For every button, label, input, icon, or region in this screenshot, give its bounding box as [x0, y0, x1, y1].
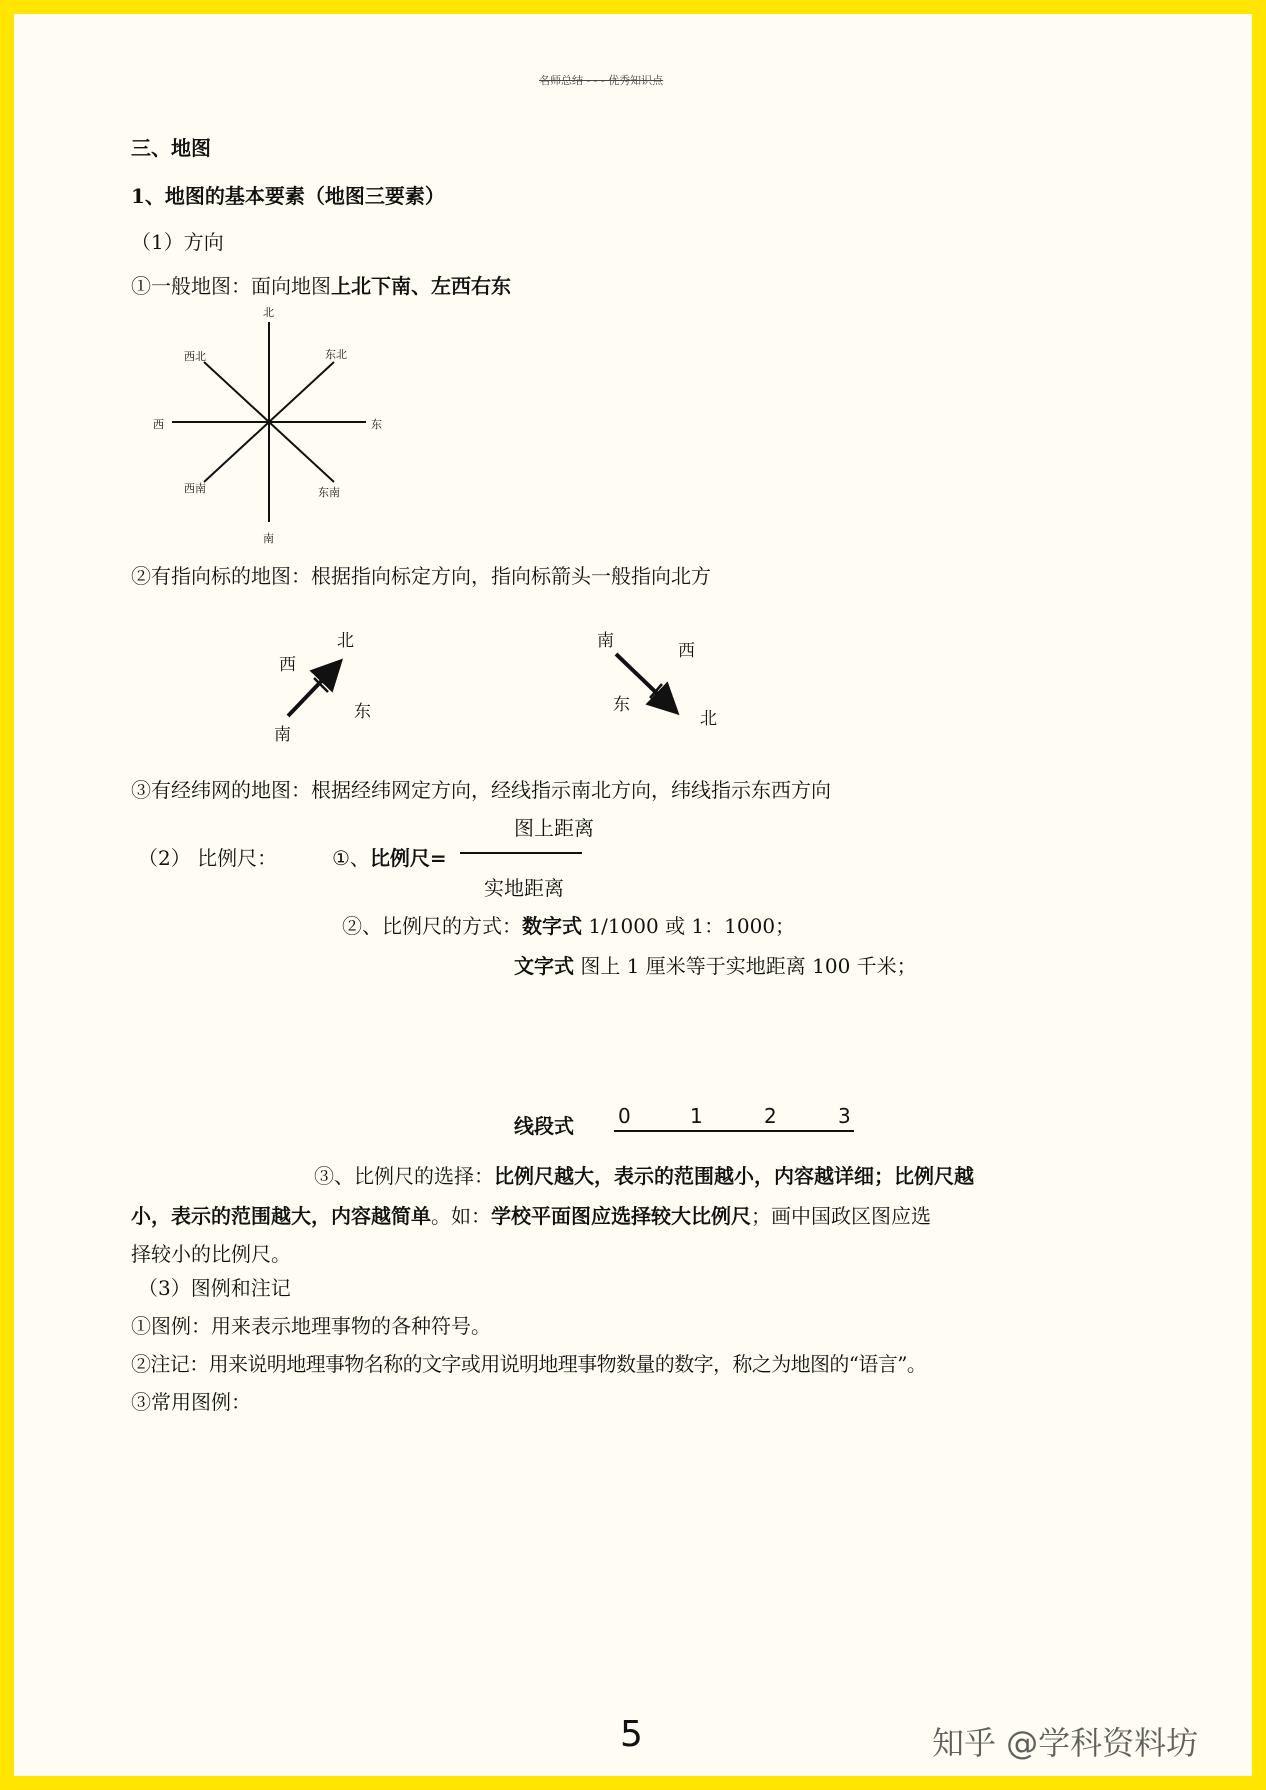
arrow-2-north-label: 北	[700, 709, 717, 729]
scale-choice-bold-2: 小，表示的范围越大，内容越简单	[131, 1204, 431, 1228]
scale-line	[614, 1130, 854, 1132]
scale-choice-prefix: ③、比例尺的选择：	[314, 1164, 494, 1188]
direction-item-1-bold: 上北下南、左西右东	[331, 274, 511, 298]
legend-item-1: ①图例：用来表示地理事物的各种符号。	[131, 1314, 491, 1338]
north-arrow-1-shaft	[288, 670, 332, 716]
scale-choice-mid: 。如：	[431, 1204, 491, 1228]
arrow-1-north-label: 北	[337, 631, 354, 651]
direction-heading: （1）方向	[131, 230, 224, 254]
document-page	[14, 14, 1252, 1776]
scale-tick-0: 0	[618, 1104, 631, 1128]
watermark: 知乎 @学科资料坊	[932, 1724, 1199, 1762]
scale-fraction-bar	[460, 852, 582, 854]
scale-definition-prefix: ①、	[332, 846, 370, 870]
scale-text-text: 图上 1 厘米等于实地距离 100 千米；	[574, 954, 917, 978]
legend-heading: （3）图例和注记	[138, 1276, 291, 1300]
scale-numeric-label: 数字式	[522, 914, 582, 938]
arrow-1-east-label: 东	[354, 702, 371, 722]
north-arrow-1	[274, 632, 394, 742]
arrow-2-south-label: 南	[597, 631, 614, 651]
scale-choice-line-1	[314, 1160, 974, 1189]
scale-line-bar	[614, 1104, 854, 1134]
scale-choice-line-3: 择较小的比例尺。	[131, 1242, 291, 1266]
arrow-1-south-label: 南	[274, 725, 291, 745]
scale-line-label: 线段式	[514, 1114, 574, 1138]
compass-northwest-label: 西北	[184, 350, 206, 363]
legend-item-3: ③常用图例：	[131, 1390, 251, 1414]
compass-north-label: 北	[263, 306, 274, 319]
scale-choice-line-2	[131, 1200, 931, 1229]
scale-choice-end: ；画中国政区图应选	[751, 1204, 931, 1228]
direction-item-1-text: ①一般地图：面向地图	[131, 274, 331, 298]
compass-southwest-label: 西南	[184, 482, 206, 495]
scale-choice-bold-3: 学校平面图应选择较大比例尺	[491, 1204, 751, 1228]
scale-tick-1: 1	[690, 1104, 703, 1128]
subsection-title: 1、地图的基本要素（地图三要素）	[131, 184, 445, 208]
scale-text-form	[514, 950, 917, 979]
scale-numeric-text: 1/1000 或 1：1000；	[582, 914, 796, 938]
arrow-2-west-label: 西	[678, 641, 695, 661]
arrow-2-east-label: 东	[613, 695, 630, 715]
direction-item-2: ②有指向标的地图：根据指向标定方向，指向标箭头一般指向北方	[131, 564, 711, 588]
compass-south-label: 南	[263, 532, 274, 545]
arrow-1-west-label: 西	[279, 655, 296, 675]
page-number: 5	[620, 1714, 643, 1755]
scale-definition-bold: 比例尺=	[369, 846, 447, 870]
header-note: 名师总结 - - - 优秀知识点	[539, 74, 664, 87]
section-title: 三、地图	[131, 136, 211, 160]
scale-tick-3: 3	[838, 1104, 851, 1128]
compass-northeast-label: 东北	[325, 348, 347, 361]
legend-item-2: ②注记：用来说明地理事物名称的文字或用说明地理事物数量的数字，称之为地图的“语言”。	[131, 1352, 927, 1376]
scale-definition	[332, 842, 447, 871]
scale-denominator: 实地距离	[484, 876, 564, 900]
scale-tick-2: 2	[764, 1104, 777, 1128]
scale-forms-label: ②、比例尺的方式：	[342, 914, 522, 938]
scale-heading: （2） 比例尺：	[138, 846, 278, 870]
scale-forms	[342, 910, 795, 939]
direction-item-3: ③有经纬网的地图：根据经纬网定方向，经线指示南北方向，纬线指示东西方向	[131, 778, 831, 802]
compass-southeast-label: 东南	[318, 486, 340, 499]
compass-rose	[144, 304, 394, 544]
compass-west-label: 西	[153, 418, 164, 431]
scale-text-label: 文字式	[514, 954, 574, 978]
compass-east-label: 东	[371, 418, 382, 431]
scale-choice-bold-1: 比例尺越大，表示的范围越小，内容越详细；比例尺越	[494, 1164, 974, 1188]
scale-numerator: 图上距离	[514, 816, 594, 840]
direction-item-1	[131, 270, 511, 299]
